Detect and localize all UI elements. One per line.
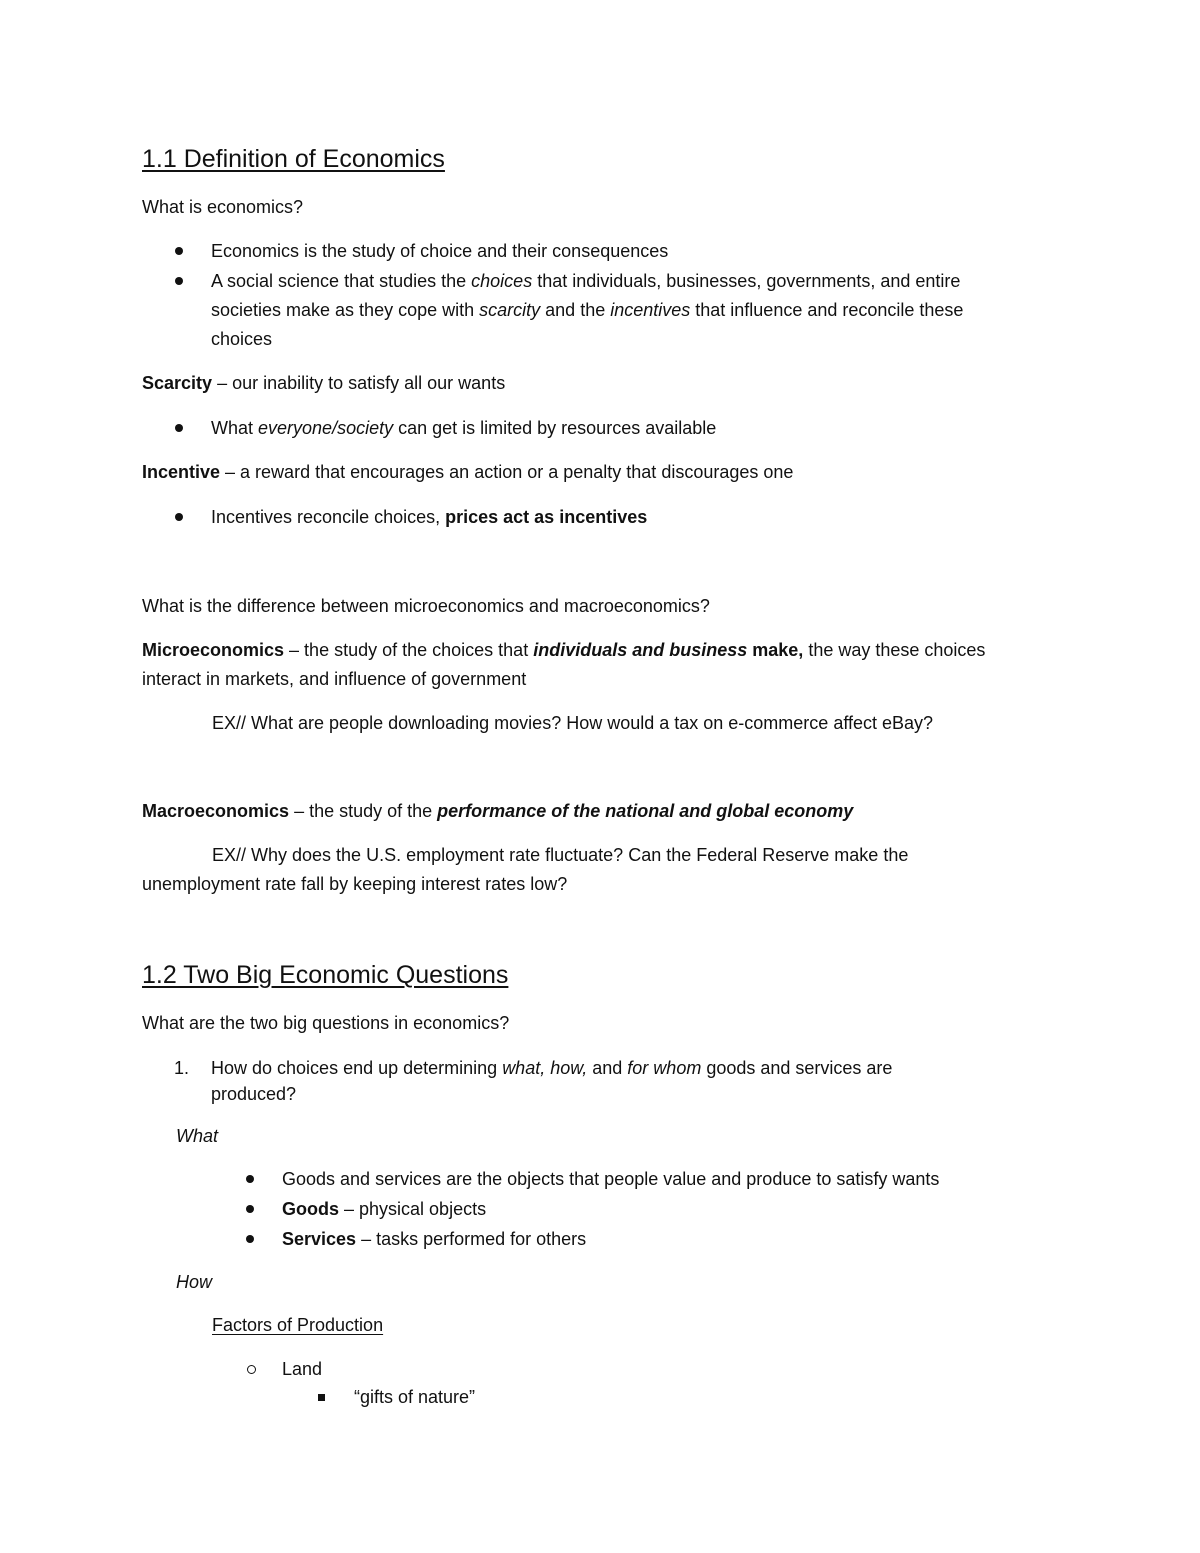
list-number: 1. xyxy=(174,1058,190,1078)
text-run: the way these choices xyxy=(803,640,986,660)
text-run: goods and services are xyxy=(701,1058,893,1078)
text-run: How do choices end up determining xyxy=(211,1058,503,1078)
macroeconomics-example: EX// Why does the U.S. employment rate fluctuate? Can the Federal Reserve make the xyxy=(212,845,909,865)
text-run: – the study of the xyxy=(289,801,438,821)
bullet-icon xyxy=(175,277,183,285)
list-item xyxy=(211,503,647,532)
text-run: – a reward that encourages an action or a penalty that discourages one xyxy=(220,462,794,482)
text-run: What xyxy=(211,418,259,438)
bullet-icon xyxy=(175,513,183,521)
bullet-icon xyxy=(175,424,183,432)
text-run: – our inability to satisfy all our wants xyxy=(212,373,506,393)
list-item xyxy=(211,267,960,296)
section-heading-1-1: 1.1 Definition of Economics xyxy=(142,145,445,173)
text-run: that influence and reconcile these xyxy=(690,300,964,320)
scarcity-definition xyxy=(142,369,1062,398)
emphasis-what-how: what, how, xyxy=(502,1058,588,1078)
macroeconomics-definition xyxy=(142,797,1062,826)
list-item xyxy=(282,1225,586,1254)
emphasis-individuals-and-business: individuals and business xyxy=(533,640,748,660)
emphasis-scarcity: scarcity xyxy=(479,300,541,320)
bullet-icon xyxy=(246,1235,254,1243)
bullet-icon xyxy=(175,247,183,255)
list-item-continuation xyxy=(211,296,963,325)
subheading-what xyxy=(176,1122,1096,1151)
emphasis-prices-act-as-incentives: prices act as incentives xyxy=(445,507,648,527)
emphasis-incentives: incentives xyxy=(610,300,691,320)
list-item xyxy=(211,414,716,443)
list-item-continuation: choices xyxy=(211,329,273,349)
term-microeconomics: Microeconomics xyxy=(142,640,285,660)
term-macroeconomics: Macroeconomics xyxy=(142,801,290,821)
circle-bullet-icon xyxy=(247,1365,256,1374)
subheading-how xyxy=(176,1268,1096,1297)
list-item-land: Land xyxy=(282,1359,323,1379)
microeconomics-definition xyxy=(142,636,1062,665)
emphasis-choices: choices xyxy=(471,271,533,291)
text-run: Incentives reconcile choices, xyxy=(211,507,446,527)
list-item-gifts-of-nature: “gifts of nature” xyxy=(354,1387,476,1407)
factors-of-production-heading: Factors of Production xyxy=(212,1315,384,1335)
term-incentive: Incentive xyxy=(142,462,221,482)
term-services: Services xyxy=(282,1229,357,1249)
microeconomics-definition-continuation: interact in markets, and influence of government xyxy=(142,669,527,689)
text-run: – tasks performed for others xyxy=(356,1229,587,1249)
term-goods: Goods xyxy=(282,1199,339,1219)
text-run: – the study of the choices that xyxy=(284,640,534,660)
list-item: Goods and services are the objects that people value and produce to satisfy wants xyxy=(282,1169,940,1189)
macroeconomics-example-continuation: unemployment rate fall by keeping interest rates low? xyxy=(142,874,568,894)
emphasis-performance-of-economy: performance of the national and global economy xyxy=(437,801,854,821)
text-run: A social science that studies the xyxy=(211,271,472,291)
text-run: societies make as they cope with xyxy=(211,300,480,320)
label-what: What xyxy=(176,1126,219,1146)
question-what-is-economics: What is economics? xyxy=(142,197,304,217)
text-run: that individuals, businesses, governments, and entire xyxy=(532,271,961,291)
numbered-item xyxy=(211,1054,892,1083)
text-run: and xyxy=(587,1058,628,1078)
text-run: can get is limited by resources available xyxy=(393,418,717,438)
emphasis-for-whom: for whom xyxy=(627,1058,702,1078)
square-bullet-icon xyxy=(318,1394,325,1401)
term-scarcity: Scarcity xyxy=(142,373,213,393)
bullet-icon xyxy=(246,1205,254,1213)
text-run: – physical objects xyxy=(339,1199,487,1219)
text-run: and the xyxy=(540,300,611,320)
incentive-definition xyxy=(142,458,1062,487)
list-item xyxy=(282,1195,486,1224)
emphasis-everyone-society: everyone/society xyxy=(258,418,394,438)
section-heading-1-2: 1.2 Two Big Economic Questions xyxy=(142,961,509,989)
microeconomics-example: EX// What are people downloading movies? How would a tax on e-commerce affect eBay? xyxy=(212,713,934,733)
question-two-big-questions: What are the two big questions in economics? xyxy=(142,1013,510,1033)
bullet-icon xyxy=(246,1175,254,1183)
list-item: Economics is the study of choice and their consequences xyxy=(211,241,669,261)
text-run: make, xyxy=(747,640,804,660)
numbered-item-continuation: produced? xyxy=(211,1084,297,1104)
question-micro-vs-macro: What is the difference between microeconomics and macroeconomics? xyxy=(142,596,710,616)
label-how: How xyxy=(176,1272,213,1292)
